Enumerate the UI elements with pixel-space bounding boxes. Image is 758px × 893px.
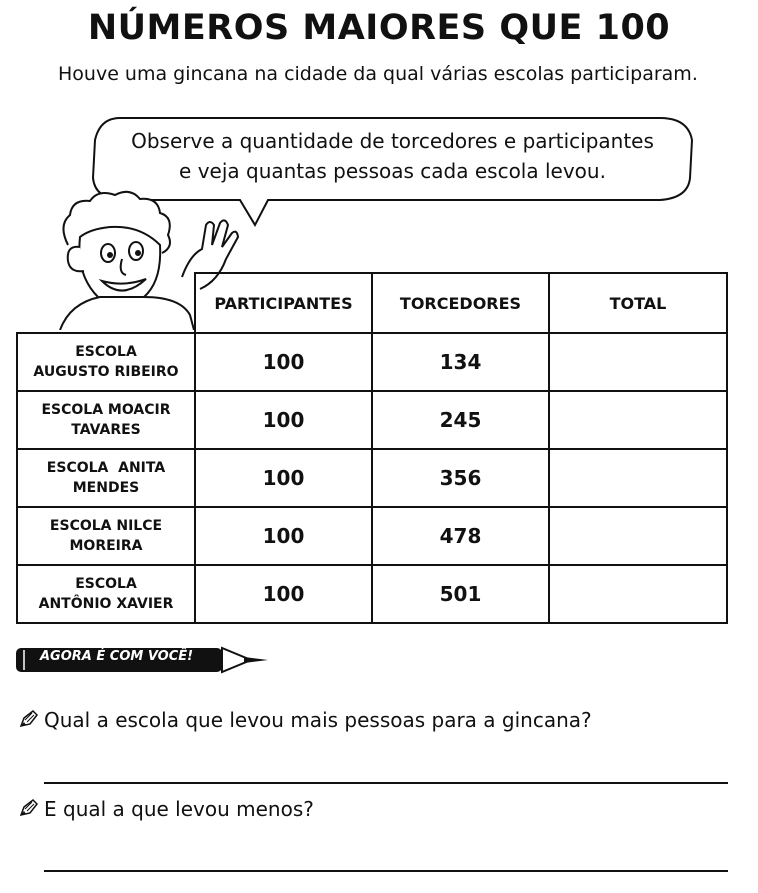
- total-cell[interactable]: [549, 507, 727, 565]
- school-name-line-1: ESCOLA: [75, 344, 137, 360]
- data-table: [16, 272, 728, 624]
- school-name-line-1: ESCOLA: [75, 576, 137, 592]
- page-title: NÚMEROS MAIORES QUE 100: [87, 8, 671, 48]
- school-name-line-1: ESCOLA NILCE: [49, 518, 163, 534]
- torcedores-cell: 356: [372, 449, 549, 507]
- header-total: TOTAL: [549, 273, 727, 333]
- total-cell[interactable]: [549, 449, 727, 507]
- total-cell[interactable]: [549, 333, 727, 391]
- table-row: [17, 449, 727, 507]
- table-row: [17, 565, 727, 623]
- participantes-cell: 100: [195, 449, 372, 507]
- question-1-text: Qual a escola que levou mais pessoas para a gincana?: [44, 708, 592, 732]
- school-name: [17, 333, 195, 391]
- table-row: [17, 333, 727, 391]
- school-name: [17, 449, 195, 507]
- bubble-line-2: e veja quantas pessoas cada escola levou.: [179, 159, 606, 183]
- school-name-line-2: TAVARES: [71, 422, 141, 438]
- table-header-row: [17, 273, 727, 333]
- torcedores-cell: 478: [372, 507, 549, 565]
- bubble-line-1: Observe a quantidade de torcedores e participantes: [131, 129, 654, 153]
- intro-text: Houve uma gincana na cidade da qual várias escolas participaram.: [58, 63, 698, 85]
- participantes-cell: 100: [195, 333, 372, 391]
- banner-label: AGORA É COM VOCÊ!: [40, 649, 194, 664]
- torcedores-cell: 134: [372, 333, 549, 391]
- torcedores-cell: 245: [372, 391, 549, 449]
- school-name-line-2: MENDES: [72, 480, 140, 496]
- school-name-line-1: ESCOLA MOACIR: [41, 402, 171, 418]
- question-2-text: E qual a que levou menos?: [44, 797, 314, 821]
- participantes-cell: 100: [195, 565, 372, 623]
- total-cell[interactable]: [549, 391, 727, 449]
- torcedores-cell: 501: [372, 565, 549, 623]
- table-row: [17, 507, 727, 565]
- answer-line-2[interactable]: [44, 870, 728, 872]
- speech-bubble-text: [95, 126, 690, 186]
- participantes-cell: 100: [195, 391, 372, 449]
- school-name: [17, 507, 195, 565]
- question-1: [18, 708, 592, 732]
- school-name: [17, 565, 195, 623]
- header-participantes: PARTICIPANTES: [195, 273, 372, 333]
- total-cell[interactable]: [549, 565, 727, 623]
- school-name-line-2: MOREIRA: [69, 538, 143, 554]
- school-name-line-2: AUGUSTO RIBEIRO: [33, 364, 179, 380]
- pencil-icon: [18, 708, 40, 730]
- question-2: [18, 797, 314, 821]
- school-name: [17, 391, 195, 449]
- participantes-cell: 100: [195, 507, 372, 565]
- school-name-line-1: ESCOLA ANITA: [46, 460, 166, 476]
- answer-line-1[interactable]: [44, 782, 728, 784]
- pencil-icon: [18, 797, 40, 819]
- header-torcedores: TORCEDORES: [372, 273, 549, 333]
- table-corner: [17, 273, 195, 333]
- table-row: [17, 391, 727, 449]
- school-name-line-2: ANTÔNIO XAVIER: [38, 596, 174, 612]
